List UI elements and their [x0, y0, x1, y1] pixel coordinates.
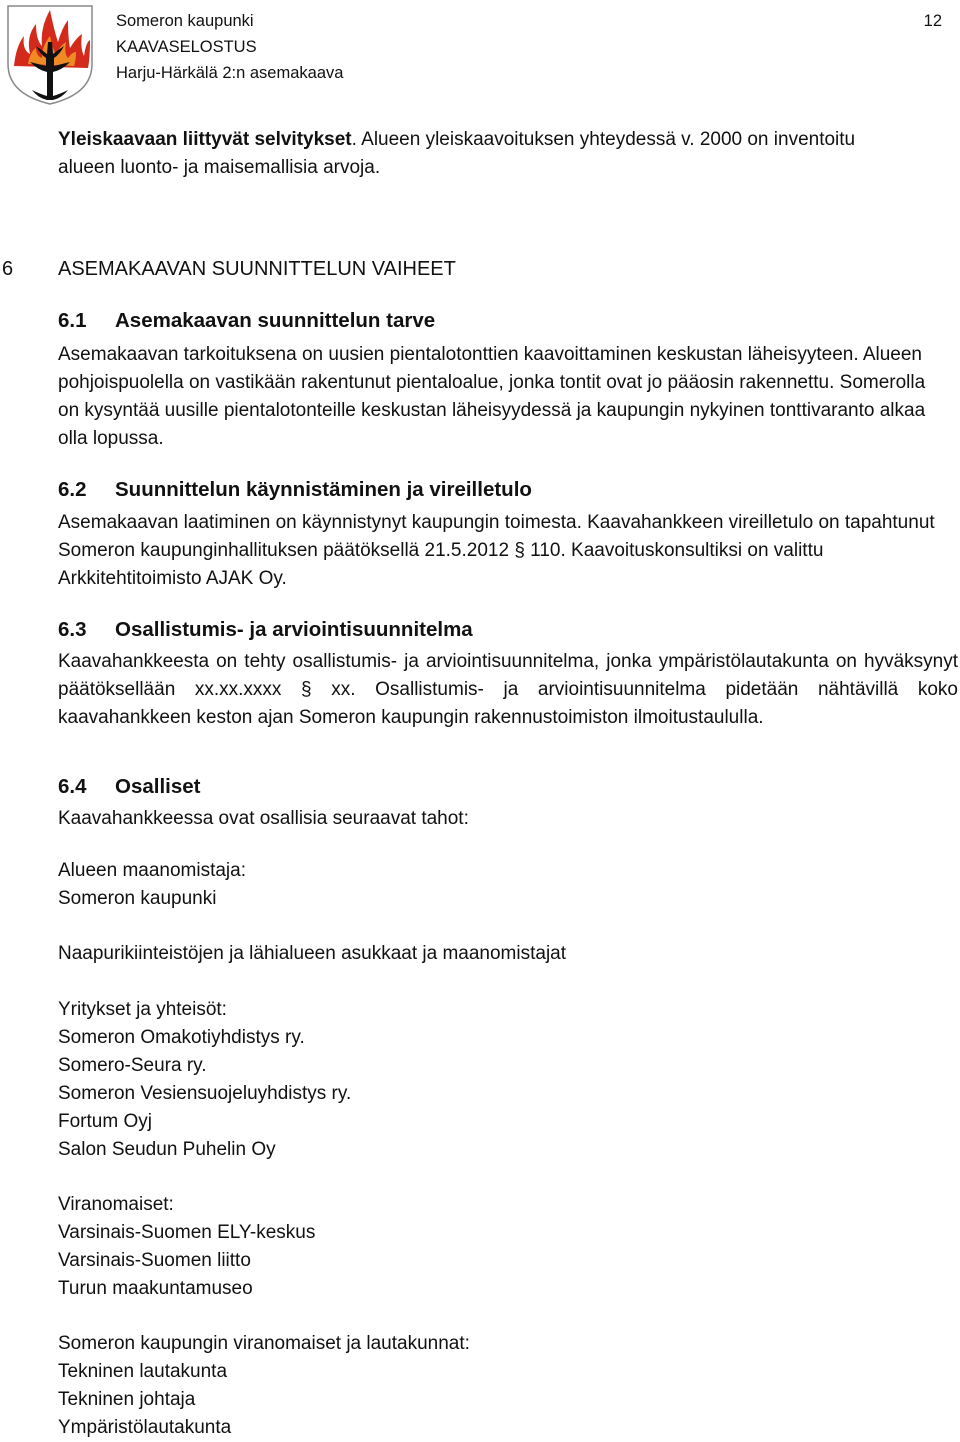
stakeholder-line: Varsinais-Suomen liitto: [58, 1250, 251, 1271]
section-6-title: ASEMAKAAVAN SUUNNITTELUN VAIHEET: [58, 258, 456, 280]
stakeholder-group-municipal: [58, 1330, 958, 1442]
section-6-2-body: Asemakaavan laatiminen on käynnistynyt kaupungin toimesta. Kaavahankkeen vireilletulo on tapahtunut Someron kaupunginhallituksen päätöksellä 21.5.2012 § 110. Kaavoituskonsultiksi on valittu Arkkitehtitoimisto AJAK Oy.: [58, 512, 935, 589]
stakeholder-line: Somero-Seura ry.: [58, 1055, 207, 1076]
section-6-4-intro: Kaavahankkeessa ovat osallisia seuraavat tahot:: [58, 808, 469, 829]
section-6-4-heading: [58, 773, 200, 801]
section-6-heading: [0, 255, 456, 283]
stakeholder-line: Ympäristölautakunta: [58, 1417, 232, 1438]
intro-paragraph: [58, 126, 888, 182]
section-6-1-title: Asemakaavan suunnittelun tarve: [115, 309, 436, 332]
intro-bold: Yleiskaavaan liittyvät selvitykset: [58, 129, 352, 150]
stakeholder-line: Naapurikiinteistöjen ja lähialueen asukkaat ja maanomistajat: [58, 943, 567, 964]
header-doc-type: KAAVASELOSTUS: [116, 38, 257, 56]
somero-coat-of-arms-icon: [4, 2, 96, 106]
stakeholder-line: Yritykset ja yhteisöt:: [58, 999, 227, 1020]
stakeholder-line: Someron kaupungin viranomaiset ja lautakunnat:: [58, 1333, 470, 1354]
section-6-3-heading: [58, 616, 473, 644]
section-6-1-heading: [58, 307, 435, 335]
section-6-2-number: 6.2: [58, 478, 87, 501]
section-6-2-title: Suunnittelun käynnistäminen ja vireilletulo: [115, 478, 532, 501]
stakeholder-line: Tekninen johtaja: [58, 1389, 196, 1410]
section-6-2-heading: [58, 476, 532, 504]
stakeholder-group-companies: [58, 996, 958, 1164]
stakeholder-group-landowner: [58, 857, 958, 913]
stakeholder-line: Salon Seudun Puhelin Oy: [58, 1139, 276, 1160]
stakeholder-line: Alueen maanomistaja:: [58, 860, 246, 881]
page-number: 12: [923, 12, 942, 30]
running-header: [116, 8, 343, 86]
section-6-3-number: 6.3: [58, 618, 87, 641]
header-org: Someron kaupunki: [116, 12, 254, 30]
stakeholder-line: Viranomaiset:: [58, 1194, 174, 1215]
section-6-number: 6: [2, 258, 14, 280]
stakeholder-line: Tekninen lautakunta: [58, 1361, 228, 1382]
stakeholder-line: Turun maakuntamuseo: [58, 1278, 253, 1299]
stakeholder-line: Fortum Oyj: [58, 1111, 152, 1132]
stakeholder-line: Someron Omakotiyhdistys ry.: [58, 1027, 305, 1048]
stakeholder-line: Someron kaupunki: [58, 888, 217, 909]
section-6-3-body: Kaavahankkeesta on tehty osallistumis- ja arviointisuunnitelma, jonka ympäristölautakunta on hyväksynyt päätöksellään xx.xx.xxxx § xx. Osallistumis- ja arviointisuunnitelma pidetään nähtävillä koko kaavahankkeen keston ajan Someron kaupungin rakennustoimiston ilmoitustaululla.: [58, 651, 958, 728]
intro-text: . Alueen yleiskaavoituksen yhteydessä v. 2000 on inventoitu alueen luonto- ja maisemallisia arvoja.: [58, 129, 856, 178]
header-plan-name: Harju-Härkälä 2:n asemakaava: [116, 64, 344, 82]
stakeholder-line: Varsinais-Suomen ELY-keskus: [58, 1222, 316, 1243]
section-6-1-body: Asemakaavan tarkoituksena on uusien pientalotonttien kaavoittaminen keskustan läheisyyteen. Alueen pohjoispuolella on vastikään rakentunut pientaloalue, jonka tontit ovat jo pääosin rakennettu. Somerolla on kysyntää uusille pientalotonteille keskustan läheisyydessä ja kaupungin nykyinen tonttivaranto alkaa olla lopussa.: [58, 344, 926, 449]
stakeholder-line: Someron Vesiensuojeluyhdistys ry.: [58, 1083, 352, 1104]
section-6-1-number: 6.1: [58, 309, 87, 332]
section-6-3-title: Osallistumis- ja arviointisuunnitelma: [115, 618, 473, 641]
stakeholder-group-neighbours: [58, 940, 958, 968]
section-6-4-title: Osalliset: [115, 775, 201, 798]
stakeholder-group-authorities: [58, 1191, 958, 1303]
section-6-4-number: 6.4: [58, 775, 87, 798]
